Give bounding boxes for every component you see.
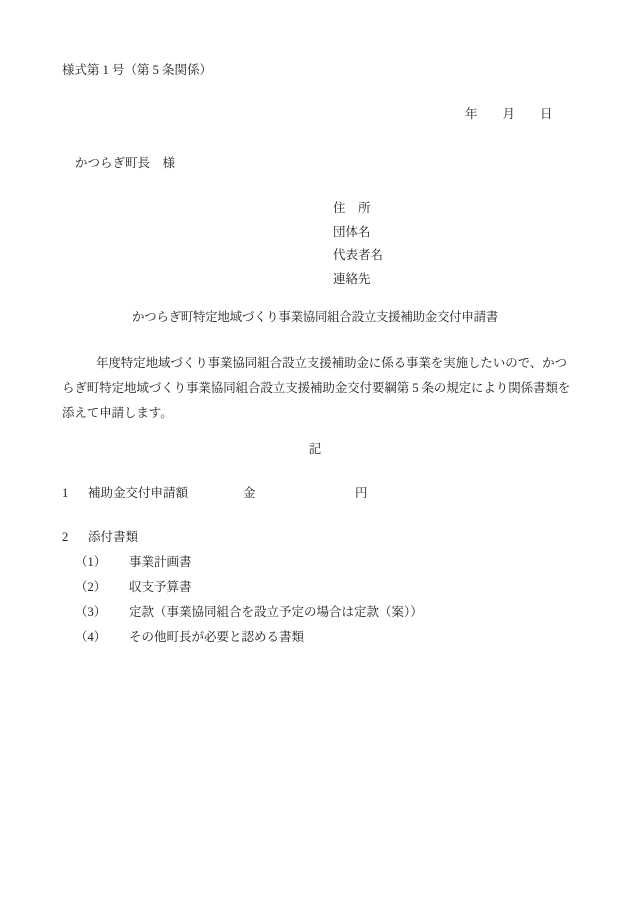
record-heading: 記: [308, 442, 322, 456]
attachment-text: 事業計画書: [129, 555, 192, 569]
amount-prefix-yen: 金: [243, 486, 256, 500]
item-attachments-label: 添付書類: [88, 530, 139, 544]
attachment-item: [75, 550, 423, 575]
attachment-marker: （4）: [75, 630, 107, 644]
attachment-marker: （3）: [75, 605, 107, 619]
applicant-contact-label: 連絡先: [333, 271, 371, 286]
document-title: かつらぎ町特定地域づくり事業協同組合設立支援補助金交付申請書: [131, 310, 498, 324]
item-number: 1: [62, 486, 69, 500]
applicant-address-label: 住 所: [333, 201, 371, 215]
attachment-text: 収支予算書: [129, 580, 192, 594]
body-line: らぎ町特定地域づくり事業協同組合設立支援補助金交付要綱第 5 条の規定により関係書類を: [62, 381, 571, 395]
item-grant-amount: [62, 486, 368, 501]
applicant-representative-label: 代表者名: [333, 248, 384, 262]
date-line: 年 月 日: [465, 107, 553, 121]
attachment-marker: （1）: [75, 555, 107, 569]
body-paragraph: [62, 351, 572, 426]
attachment-item: [75, 625, 423, 650]
attachment-text: その他町長が必要と認める書類: [129, 630, 305, 644]
amount-suffix-yen: 円: [355, 486, 368, 500]
addressee-line: かつらぎ町長 様: [75, 156, 176, 170]
attachment-text: 定款（事業協同組合を設立予定の場合は定款（案））: [129, 605, 423, 619]
body-line: 年度特定地域づくり事業協同組合設立支援補助金に係る事業を実施したいので、かつ: [96, 356, 567, 370]
attachment-marker: （2）: [75, 580, 107, 594]
attachment-item: [75, 575, 423, 600]
item-number: 2: [62, 530, 69, 544]
item-attachments: [62, 530, 138, 545]
body-line: 添えて申請します。: [62, 406, 173, 420]
applicant-block: [333, 197, 383, 291]
attachment-list: [75, 550, 423, 650]
applicant-organization-label: 団体名: [333, 224, 371, 239]
item-grant-amount-label: 補助金交付申請額: [88, 486, 189, 500]
attachment-item: [75, 600, 423, 625]
form-number: 様式第 1 号（第 5 条関係）: [62, 63, 213, 77]
